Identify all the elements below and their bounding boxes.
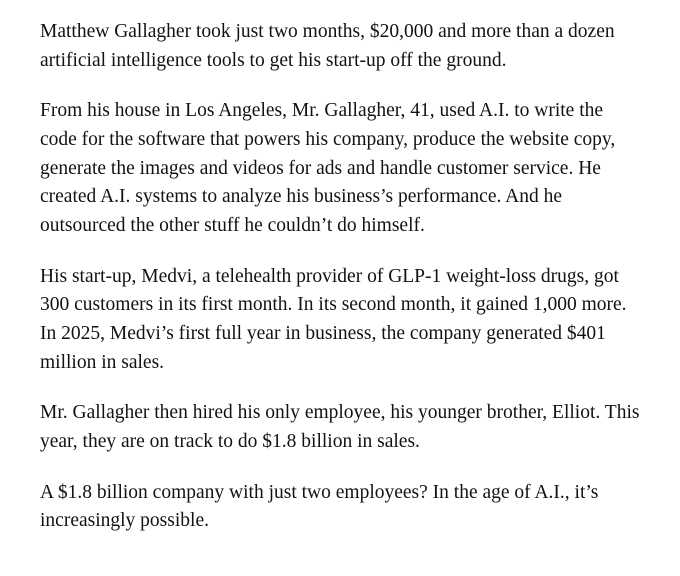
article-paragraph-1: Matthew Gallagher took just two months, $20,000 and more than a dozen artificial intelligence tools to get his start-up off the ground. <box>40 21 615 71</box>
article-paragraph-4: Mr. Gallagher then hired his only employee, his younger brother, Elliot. This year, they are on track to do $1.8 billion in sales. <box>40 402 640 452</box>
article-paragraph-2: From his house in Los Angeles, Mr. Gallagher, 41, used A.I. to write the code for the software that powers his company, produce the website copy, generate the images and videos for ads and handle customer service. He created A.I. systems to analyze his business’s performance. And he outsourced the other stuff he couldn’t do himself. <box>40 100 616 236</box>
article-paragraph-5: A $1.8 billion company with just two employees? In the age of A.I., it’s increasingly possible. <box>40 481 599 532</box>
article-paragraph-3: His start-up, Medvi, a telehealth provider of GLP-1 weight-loss drugs, got 300 customers in its first month. In its second month, it gained 1,000 more. In 2025, Medvi’s first full year in business, the company generated $401 million in sales. <box>40 265 627 373</box>
